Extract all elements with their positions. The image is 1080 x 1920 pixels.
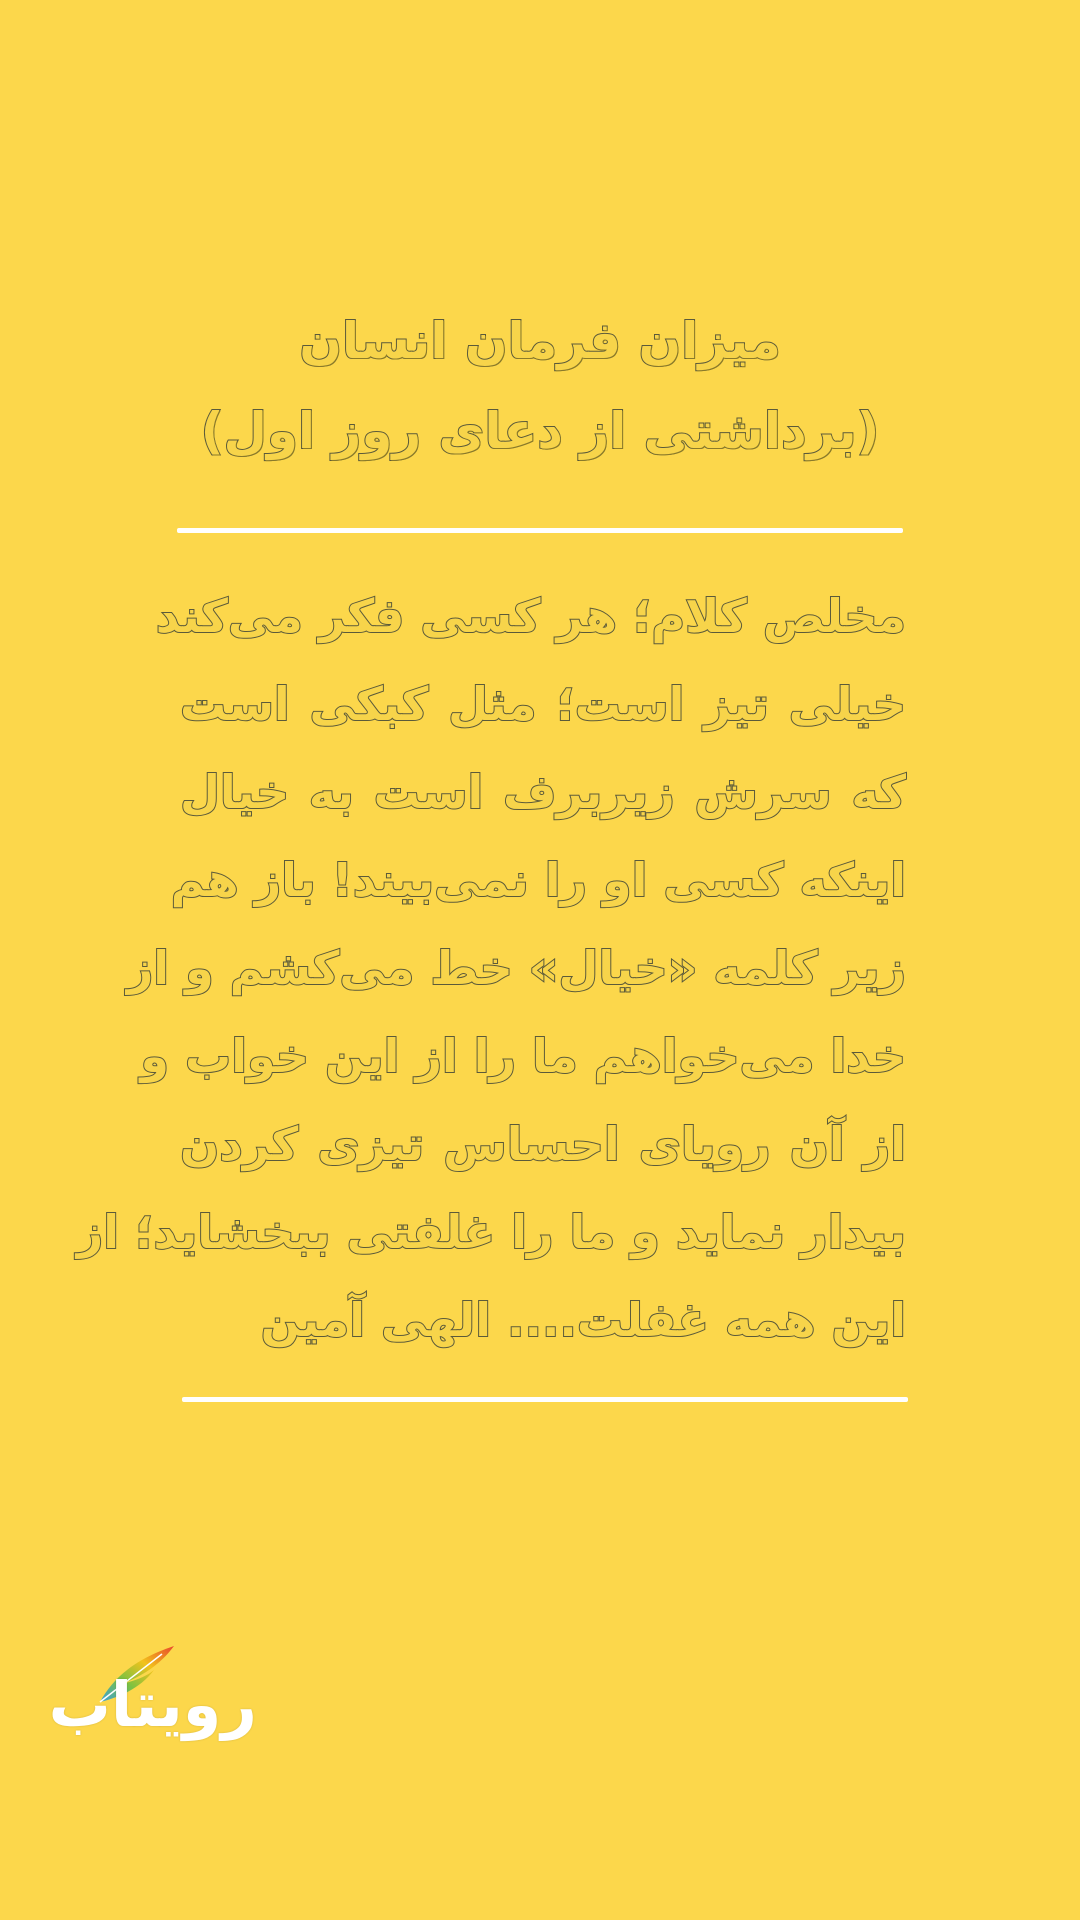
poem-line: مخلص کلام؛ هر کسی فکر می‌کند — [155, 589, 906, 643]
page-title: میزان فرمان انسان — [299, 312, 781, 370]
poem-body — [76, 572, 906, 1364]
poem-line: خیلی تیز است؛ مثل کبکی است — [180, 677, 906, 731]
poem-line: خدا می‌خواهم ما را از این خواب و — [140, 1029, 906, 1083]
poem-line: بیدار نماید و ما را غلفتی ببخشاید؛ از — [76, 1205, 906, 1259]
divider-top — [177, 528, 903, 533]
poem-line: این همه غفلت.... الهی آمین — [260, 1293, 906, 1347]
poem-line: اینکه کسی او را نمی‌بیند! باز هم — [170, 853, 906, 907]
poem-line: زیر کلمه «خیال» خط می‌کشم و از — [126, 941, 906, 995]
brand-logo — [48, 1640, 262, 1760]
poem-line: که سرش زیربرف است به خیال — [180, 765, 906, 819]
brand-logo-text: رویتاب — [48, 1668, 257, 1741]
divider-bottom — [182, 1397, 908, 1402]
page-subtitle: (برداشتی از دعای روز اول) — [200, 402, 880, 460]
poem-line: از آن رویای احساس تیزی کردن — [180, 1117, 906, 1171]
